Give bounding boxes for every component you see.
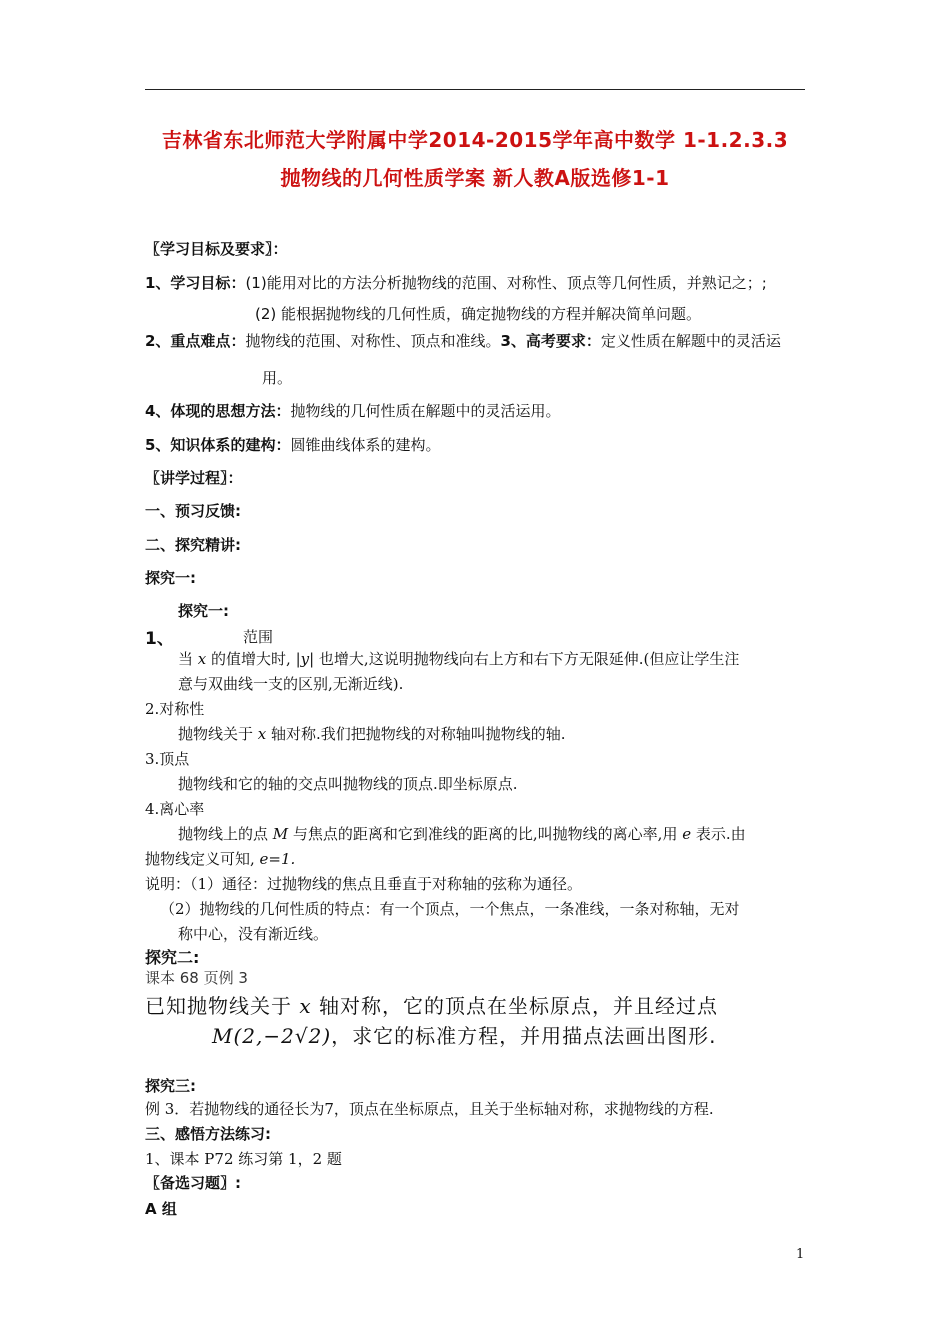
group-a-heading: A 组 (145, 1200, 177, 1218)
point-1-text (178, 648, 739, 669)
goal-item-2-label: 2、重点难点： (145, 332, 246, 350)
goal-item-5 (145, 434, 440, 455)
practice-1: 1、课本 P72 练习第 1，2 题 (145, 1150, 342, 1168)
p1-mid: 的值增大时, (206, 650, 296, 668)
p4-e-var: e (682, 825, 692, 843)
goal-item-2 (145, 330, 781, 351)
point-2-text (178, 723, 566, 744)
goal-item-4 (145, 400, 560, 421)
point-1-text2: 意与双曲线一支的区别,无渐近线). (178, 675, 404, 693)
goal-item-3-text: 定义性质在解题中的灵活运 (600, 332, 781, 350)
example-line-2-post: ，求它的标准方程，并用描点法画出图形. (331, 1024, 717, 1048)
p2-post: 轴对称.我们把抛物线的对称轴叫抛物线的轴. (266, 725, 566, 743)
title-line-1: 吉林省东北师范大学附属中学2014-2015学年高中数学 1-1.2.3.3 (161, 128, 789, 152)
point-3-text: 抛物线和它的轴的交点叫抛物线的顶点.即坐标原点. (178, 775, 518, 793)
explore-1-subheading: 探究一: (178, 602, 229, 620)
process-heading: 〖讲学过程〗： (145, 469, 243, 487)
page-number: 1 (796, 1247, 805, 1262)
example-x-var: x (299, 994, 312, 1018)
p1-post: 也增大,这说明抛物线向右上方和右下方无限延伸.(但应让学生注 (314, 650, 740, 668)
section-1-heading: 一、预习反馈: (145, 502, 241, 520)
title-line-2: 抛物线的几何性质学案 新人教A版选修1-1 (280, 166, 670, 190)
p4-line2-pre: 抛物线定义可知, (145, 850, 260, 868)
explore-3-heading: 探究三: (145, 1077, 196, 1095)
goal-item-1-text2: (2) 能根据抛物线的几何性质，确定抛物线的方程并解决简单问题。 (255, 305, 702, 323)
explore-1-heading: 探究一: (145, 569, 196, 587)
section-2-heading: 二、探究精讲: (145, 536, 241, 554)
p4-pre: 抛物线上的点 (178, 825, 273, 843)
note-2: （2）抛物线的几何性质的特点：有一个顶点，一个焦点，一条准线，一条对称轴，无对 (160, 900, 740, 918)
note-1: 说明：（1）通径：过抛物线的焦点且垂直于对称轴的弦称为通径。 (145, 875, 583, 893)
goal-item-2-text: 抛物线的范围、对称性、顶点和准线。 (245, 332, 501, 350)
goals-heading: 〖学习目标及要求〗： (145, 240, 288, 258)
note-3: 称中心，没有渐近线。 (178, 925, 329, 943)
p2-pre: 抛物线关于 (178, 725, 258, 743)
goal-item-5-text: 圆锥曲线体系的建构。 (290, 436, 441, 454)
p1-pre: 当 (178, 650, 198, 668)
example-line-1-post: 轴对称，它的顶点在坐标原点，并且经过点 (311, 994, 718, 1018)
point-4-text2 (145, 848, 295, 869)
p4-m-var: M (272, 825, 289, 843)
goal-item-1-text: (1)能用对比的方法分析抛物线的范围、对称性、顶点等几何性质，并熟记之；; (245, 274, 767, 292)
p1-x-var: x (197, 650, 207, 668)
explore-2-heading: 探究二: (145, 948, 200, 967)
p4-post: 表示.由 (691, 825, 746, 843)
textbook-reference: 课本 68 页例 3 (145, 969, 248, 987)
p4-eccentricity-eq: e=1. (259, 850, 296, 868)
top-rule (145, 89, 805, 90)
goal-item-5-label: 5、知识体系的建构： (145, 436, 291, 454)
p2-x-var: x (257, 725, 267, 743)
example-point-m: M(2,−2√2) (212, 1024, 332, 1048)
p1-abs-y: |y| (295, 650, 315, 668)
goal-item-3-text2: 用。 (262, 369, 293, 387)
point-4-text (178, 823, 746, 844)
point-1-number: 1、 (145, 629, 174, 649)
goal-item-3-label: 3、高考要求： (500, 332, 601, 350)
point-3-title: 3.顶点 (145, 750, 190, 768)
goal-item-4-label: 4、体现的思想方法： (145, 402, 291, 420)
example-line-1-pre: 已知抛物线关于 (145, 994, 300, 1018)
point-1-title: 范围 (243, 628, 274, 646)
goal-item-1-label: 1、学习目标： (145, 274, 246, 292)
example-line-1 (145, 990, 718, 1019)
example-3: 例 3．若抛物线的通径长为7，顶点在坐标原点，且关于坐标轴对称，求抛物线的方程. (145, 1100, 714, 1118)
example-line-2 (212, 1020, 716, 1049)
p4-mid: 与焦点的距离和它到准线的距离的比,叫抛物线的离心率,用 (288, 825, 683, 843)
point-4-title: 4.离心率 (145, 800, 205, 818)
goal-item-1 (145, 272, 767, 293)
point-2-title: 2.对称性 (145, 700, 205, 718)
section-3-heading: 三、感悟方法练习: (145, 1125, 271, 1143)
goal-item-4-text: 抛物线的几何性质在解题中的灵活运用。 (290, 402, 561, 420)
optional-heading: 〖备选习题〗: (145, 1174, 241, 1192)
